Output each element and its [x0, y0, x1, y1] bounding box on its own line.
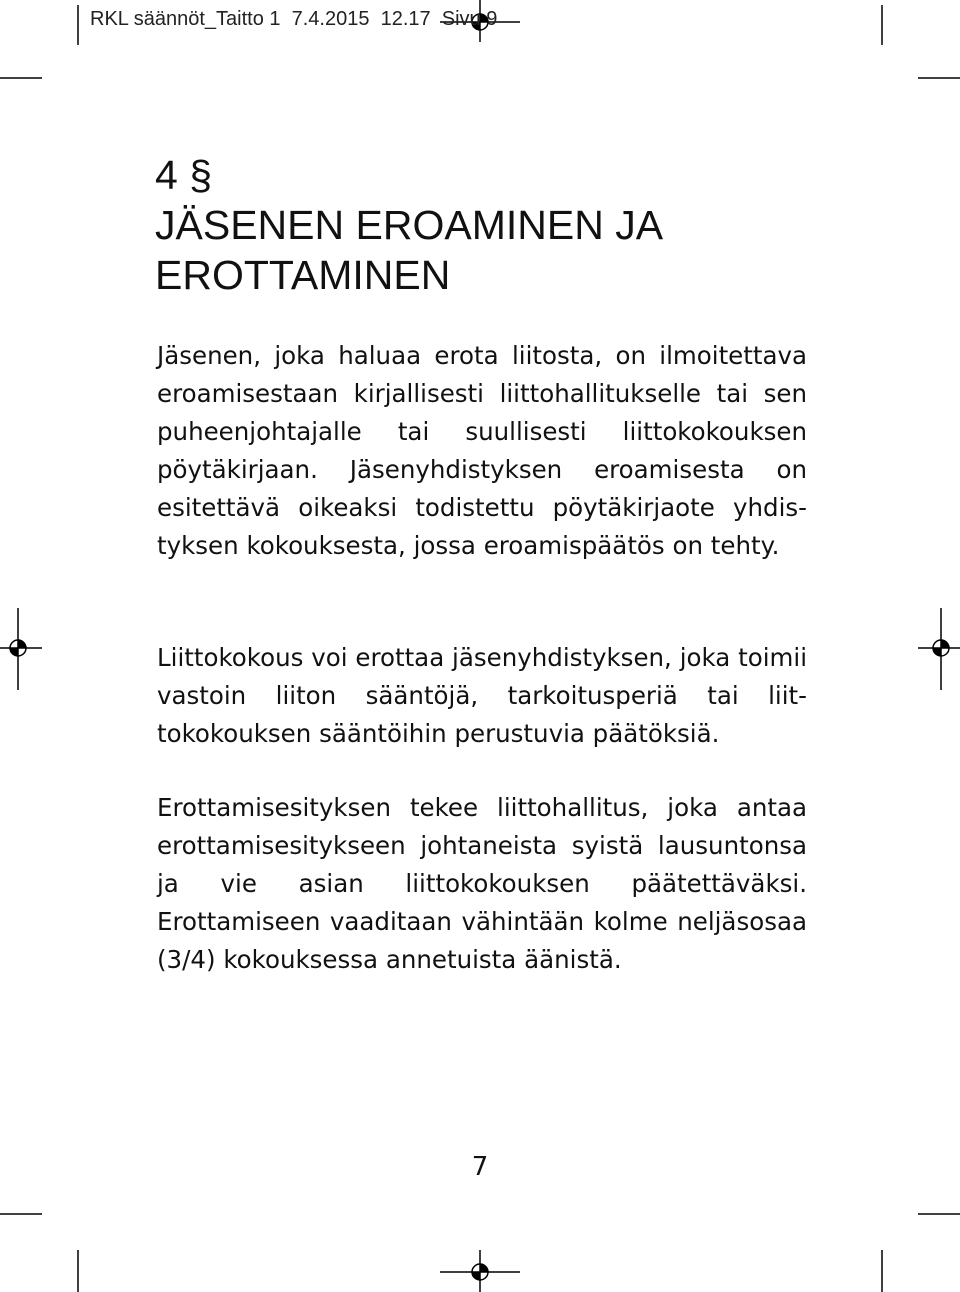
section-title-line-1: JÄSENEN EROAMINEN JA	[155, 202, 664, 248]
registration-mark-icon	[933, 640, 949, 656]
registration-mark-icon	[472, 1264, 488, 1280]
section-number: 4 §	[155, 152, 212, 198]
paragraph-resignation: Jäsenen, joka haluaa erota liitosta, on ilmoitettava eroamisestaan kirjallisesti liittohallitukselle tai sen puheenjohtajalle tai suullisesti liittokokouksen pöytäkirjaan. Jäsenyhdistyksen eroamisesta on esitettävä oikeaksi todistettu pöytäkirjaote yhdistyksen kokouksesta, jossa eroamispäätös on tehty.	[157, 341, 807, 560]
page-number: 7	[471, 1152, 489, 1182]
paragraph-expulsion-proposal: Erottamisesityksen tekee liittohallitus, joka antaa erottamisesitykseen johtaneista syistä lausuntonsa ja vie asian liittokokouksen päätettäväksi. Erottamiseen vaaditaan vähintään kolme neljäsosaa (3/4) kokouksessa annetuista äänistä.	[157, 793, 807, 974]
paragraph-expulsion: Liittokokous voi erottaa jäsenyhdistyksen, joka toimii vastoin liiton sääntöjä, tarkoitusperiä tai liittokokouksen sääntöihin perustuvia päätöksiä.	[157, 643, 807, 748]
section-heading	[155, 150, 663, 300]
print-slug-line: RKL säännöt_Taitto 1 7.4.2015 12.17 Sivu 9	[90, 8, 498, 30]
section-title-line-2: EROTTAMINEN	[155, 252, 451, 298]
registration-mark-icon	[10, 640, 26, 656]
